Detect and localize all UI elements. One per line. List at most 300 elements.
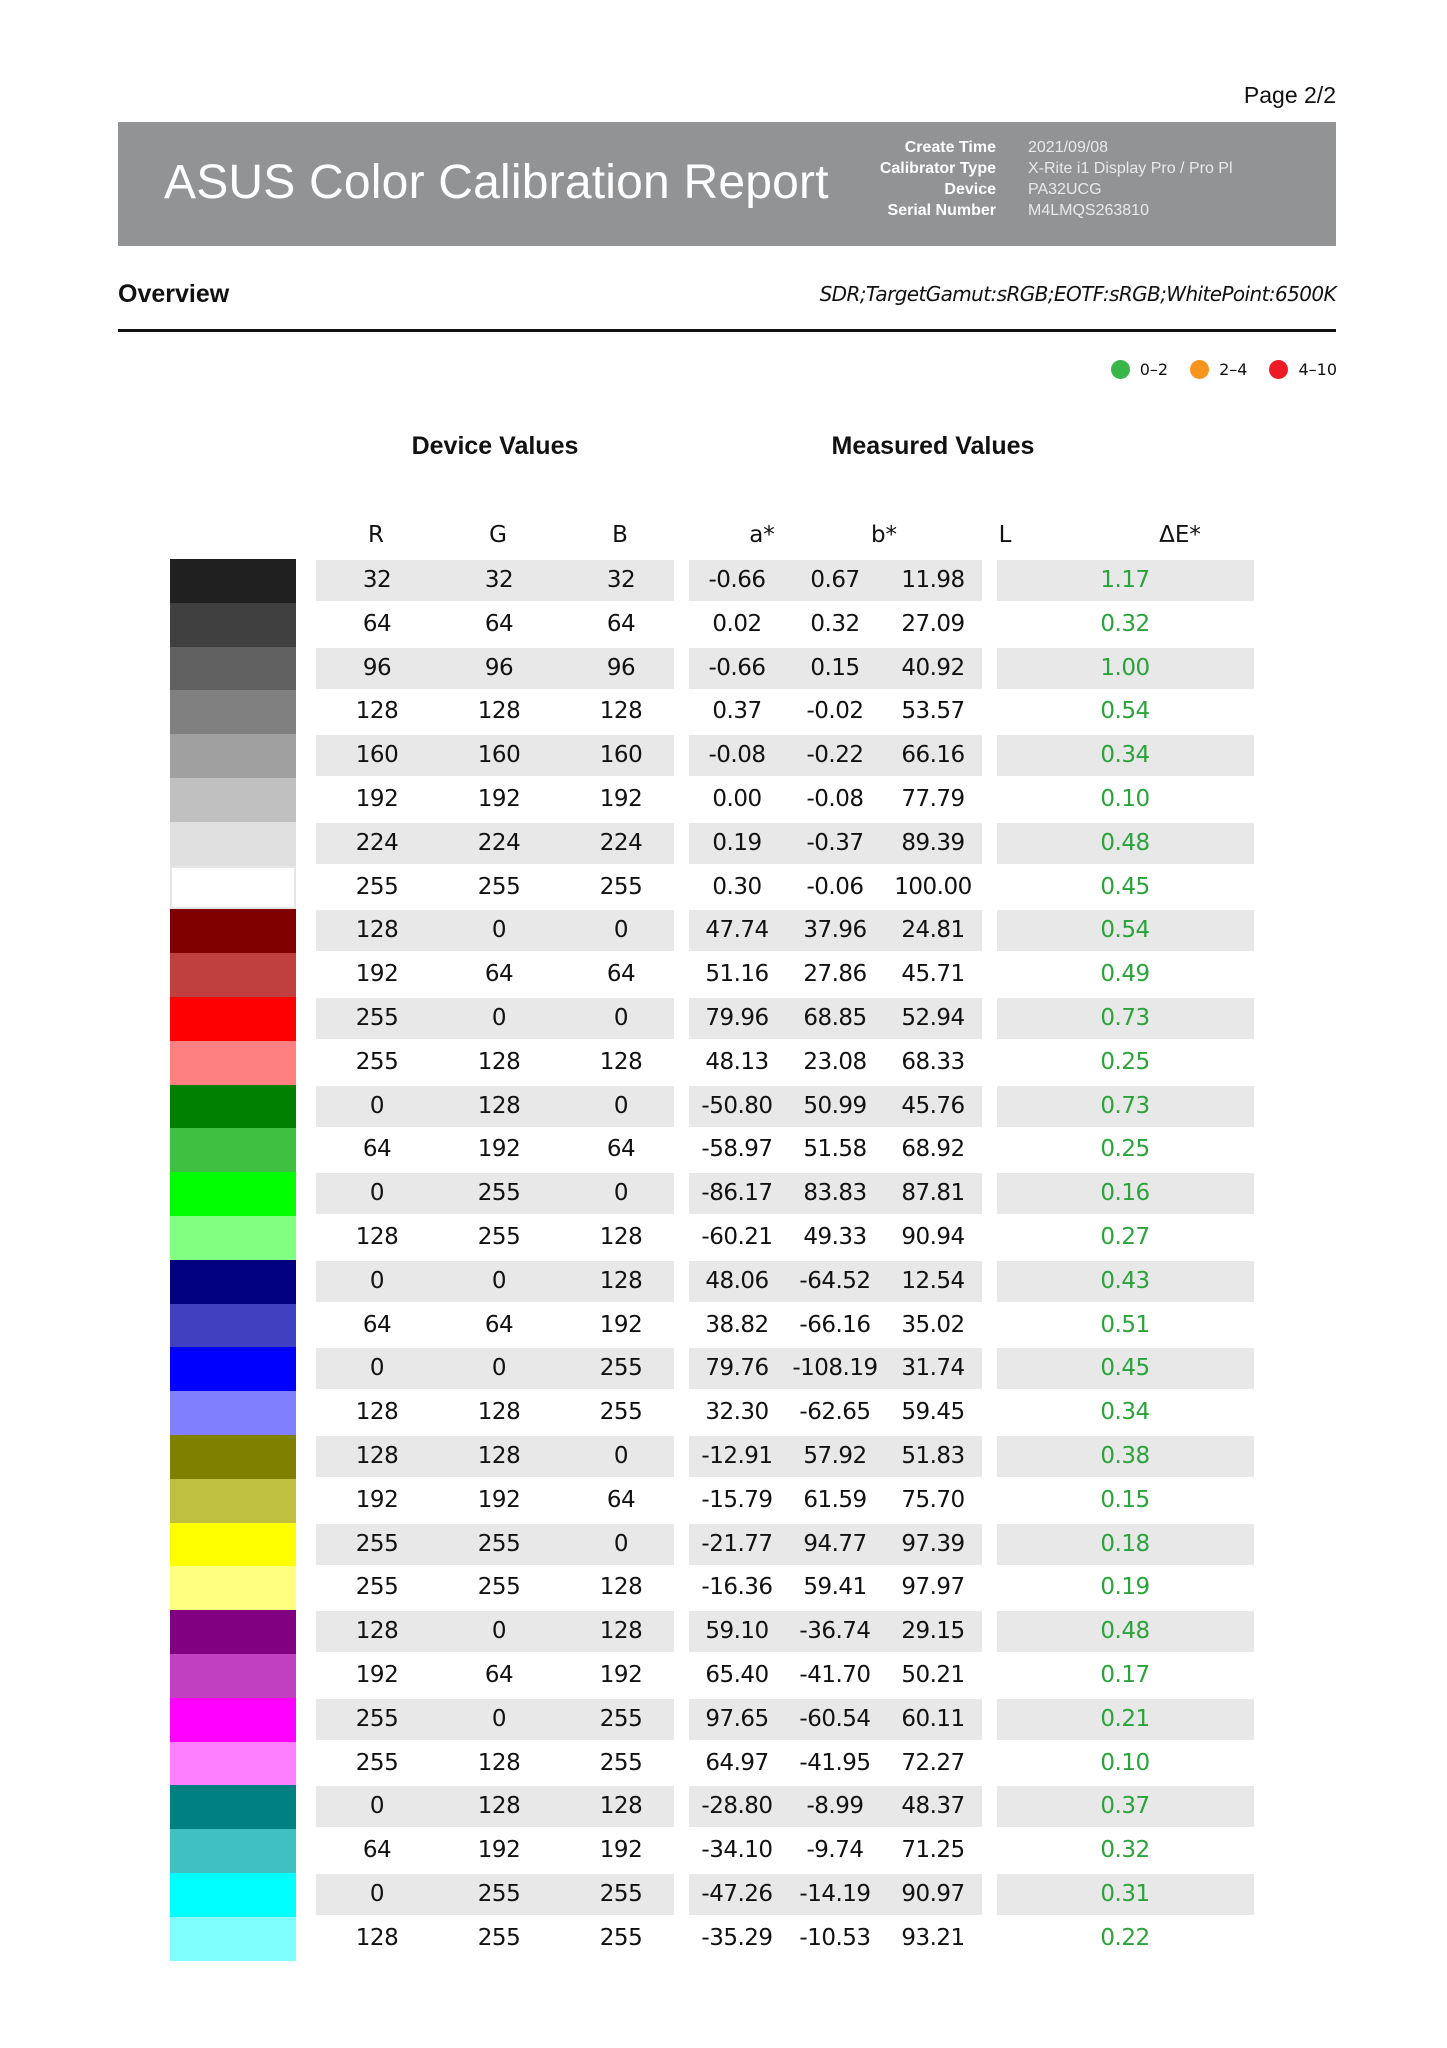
delta-e-cell — [997, 867, 1254, 908]
measured-b-value: 51.58 — [803, 1136, 867, 1163]
device-values-cell — [316, 1699, 674, 1740]
legend-item-orange — [1190, 360, 1247, 379]
device-b-value: 64 — [606, 1486, 636, 1513]
col-header-a: a* — [749, 522, 775, 548]
delta-e-value: 0.22 — [1100, 1924, 1150, 1951]
delta-e-value: 0.49 — [1100, 961, 1150, 988]
device-g-value: 255 — [477, 1180, 521, 1207]
device-r-value: 128 — [355, 917, 399, 944]
measured-b-value: -60.54 — [799, 1705, 871, 1732]
device-values-cell — [316, 604, 674, 645]
device-r-value: 128 — [355, 1442, 399, 1469]
measured-values-cell — [689, 1830, 982, 1871]
measured-values-cell — [689, 1743, 982, 1784]
delta-e-value: 0.45 — [1100, 873, 1150, 900]
device-g-value: 255 — [477, 1880, 521, 1907]
color-swatch — [170, 1566, 296, 1610]
delta-e-value: 0.21 — [1100, 1705, 1150, 1732]
device-values-cell — [316, 1086, 674, 1127]
measured-l-value: 97.97 — [901, 1574, 965, 1601]
measured-l-value: 93.21 — [901, 1924, 965, 1951]
section-title: Overview — [118, 280, 230, 308]
measured-a-value: 32.30 — [705, 1399, 769, 1426]
measured-l-value: 12.54 — [901, 1267, 965, 1294]
delta-e-value: 0.34 — [1100, 1399, 1150, 1426]
delta-e-cell — [997, 1830, 1254, 1871]
delta-e-value: 0.37 — [1100, 1793, 1150, 1820]
measured-b-value: -66.16 — [799, 1311, 871, 1338]
delta-e-value: 0.15 — [1100, 1486, 1150, 1513]
device-r-value: 255 — [355, 1705, 399, 1732]
device-g-value: 128 — [477, 1092, 521, 1119]
device-r-value: 192 — [355, 1486, 399, 1513]
device-r-value: 255 — [355, 1004, 399, 1031]
device-r-value: 64 — [362, 1311, 392, 1338]
device-b-value: 192 — [599, 785, 643, 812]
device-g-value: 128 — [477, 1793, 521, 1820]
meta-label: Serial Number — [887, 202, 996, 219]
color-swatch — [170, 1260, 296, 1304]
device-values-cell — [316, 1217, 674, 1258]
measured-b-value: 0.15 — [810, 654, 860, 681]
delta-e-value: 0.10 — [1100, 1749, 1150, 1776]
device-r-value: 128 — [355, 1618, 399, 1645]
measured-values-cell — [689, 1436, 982, 1477]
measured-b-value: -41.70 — [799, 1661, 871, 1688]
meta-value: 2021/09/08 — [1028, 139, 1109, 156]
measured-values-cell — [689, 648, 982, 689]
meta-serial-number — [887, 200, 1233, 221]
device-r-value: 128 — [355, 1223, 399, 1250]
measured-l-value: 89.39 — [901, 829, 965, 856]
device-g-value: 32 — [484, 567, 514, 593]
measured-a-value: -0.66 — [708, 654, 766, 681]
legend-label: 0–2 — [1139, 360, 1169, 379]
legend-label: 2–4 — [1219, 360, 1248, 379]
device-b-value: 64 — [606, 961, 636, 988]
device-g-value: 192 — [477, 1136, 521, 1163]
delta-e-cell — [997, 1436, 1254, 1477]
device-r-value: 255 — [355, 1574, 399, 1601]
measured-a-value: -34.10 — [701, 1837, 773, 1864]
delta-e-value: 0.45 — [1100, 1355, 1150, 1382]
meta-calibrator-type — [879, 158, 1233, 179]
measured-l-value: 100.00 — [894, 873, 972, 900]
measured-a-value: 0.00 — [712, 785, 762, 812]
device-r-value: 128 — [355, 1924, 399, 1951]
color-swatch — [170, 1917, 296, 1961]
device-r-value: 255 — [355, 1530, 399, 1557]
device-g-value: 160 — [477, 742, 521, 769]
measured-a-value: -47.26 — [701, 1880, 773, 1907]
device-b-value: 255 — [599, 1355, 643, 1382]
measured-a-value: 79.76 — [705, 1355, 769, 1382]
delta-e-value: 0.73 — [1100, 1092, 1150, 1119]
measured-b-value: 37.96 — [803, 917, 867, 944]
meta-value: X-Rite i1 Display Pro / Pro Pl — [1028, 160, 1233, 177]
color-swatch — [170, 997, 296, 1041]
color-swatch — [170, 1698, 296, 1742]
device-g-value: 192 — [477, 1837, 521, 1864]
device-values-cell — [316, 1524, 674, 1565]
measured-a-value: -50.80 — [701, 1092, 773, 1119]
device-values-cell — [316, 1918, 674, 1959]
meta-value: M4LMQS263810 — [1028, 202, 1149, 219]
measured-a-value: 0.19 — [712, 829, 762, 856]
delta-e-value: 0.54 — [1100, 917, 1150, 944]
col-header-g: G — [489, 522, 507, 548]
delta-e-cell — [997, 1480, 1254, 1521]
device-r-value: 0 — [369, 1793, 385, 1820]
measured-a-value: 65.40 — [705, 1661, 769, 1688]
device-b-value: 128 — [599, 1793, 643, 1820]
measured-l-value: 52.94 — [901, 1004, 965, 1031]
delta-e-value: 0.17 — [1100, 1661, 1150, 1688]
delta-e-value: 0.32 — [1100, 610, 1150, 637]
color-swatch — [170, 690, 296, 734]
measured-a-value: -0.08 — [708, 742, 766, 769]
device-r-value: 255 — [355, 1048, 399, 1075]
measured-a-value: 59.10 — [705, 1618, 769, 1645]
delta-e-legend — [1089, 360, 1337, 379]
measured-l-value: 60.11 — [901, 1705, 965, 1732]
device-b-value: 255 — [599, 1705, 643, 1732]
meta-label: Calibrator Type — [879, 160, 996, 177]
delta-e-value: 0.32 — [1100, 1837, 1150, 1864]
measured-values-cell — [689, 1129, 982, 1170]
measured-values-cell — [689, 1611, 982, 1652]
device-b-value: 0 — [613, 1442, 629, 1469]
measured-values-cell — [689, 1348, 982, 1389]
color-swatch — [170, 1654, 296, 1698]
device-g-value: 128 — [477, 1749, 521, 1776]
device-g-value: 64 — [484, 1311, 514, 1338]
delta-e-cell — [997, 1743, 1254, 1784]
measured-l-value: 35.02 — [901, 1311, 965, 1338]
meta-create-time — [904, 137, 1233, 158]
measured-l-value: 71.25 — [901, 1837, 965, 1864]
measured-l-value: 68.92 — [901, 1136, 965, 1163]
measured-l-value: 51.83 — [901, 1442, 965, 1469]
measured-b-value: -0.08 — [806, 785, 864, 812]
measured-values-cell — [689, 1392, 982, 1433]
device-b-value: 224 — [599, 829, 643, 856]
measured-a-value: 64.97 — [705, 1749, 769, 1776]
measured-l-value: 97.39 — [901, 1530, 965, 1557]
measured-a-value: 51.16 — [705, 961, 769, 988]
measured-l-value: 45.76 — [901, 1092, 965, 1119]
measured-l-value: 90.94 — [901, 1223, 965, 1250]
delta-e-cell — [997, 1655, 1254, 1696]
measured-values-cell — [689, 998, 982, 1039]
delta-e-value: 0.16 — [1100, 1180, 1150, 1207]
device-values-cell — [316, 779, 674, 820]
green-dot-icon — [1111, 360, 1130, 379]
device-b-value: 192 — [599, 1661, 643, 1688]
device-values-cell — [316, 1305, 674, 1346]
device-r-value: 128 — [355, 698, 399, 725]
calibration-settings: SDR;TargetGamut:sRGB;EOTF:sRGB;WhitePoint:6500K — [819, 282, 1336, 306]
measured-a-value: 47.74 — [705, 917, 769, 944]
color-swatch — [170, 1785, 296, 1829]
col-header-r: R — [368, 522, 384, 548]
measured-l-value: 53.57 — [901, 698, 965, 725]
measured-values-cell — [689, 779, 982, 820]
device-r-value: 255 — [355, 873, 399, 900]
col-header-l: L — [998, 522, 1012, 548]
device-b-value: 32 — [606, 567, 636, 593]
measured-values-cell — [689, 1261, 982, 1302]
measured-b-value: 68.85 — [803, 1004, 867, 1031]
device-values-cell — [316, 1129, 674, 1170]
device-b-value: 64 — [606, 1136, 636, 1163]
measured-l-value: 59.45 — [901, 1399, 965, 1426]
device-g-value: 128 — [477, 1442, 521, 1469]
color-swatch — [170, 953, 296, 997]
device-values-cell — [316, 1436, 674, 1477]
color-swatch — [170, 778, 296, 822]
measured-l-value: 29.15 — [901, 1618, 965, 1645]
measured-l-value: 72.27 — [901, 1749, 965, 1776]
delta-e-cell — [997, 1392, 1254, 1433]
color-swatch — [170, 559, 296, 603]
measured-b-value: 49.33 — [803, 1223, 867, 1250]
measured-b-value: 23.08 — [803, 1048, 867, 1075]
delta-e-value: 0.38 — [1100, 1442, 1150, 1469]
device-r-value: 128 — [355, 1399, 399, 1426]
delta-e-value: 0.19 — [1100, 1574, 1150, 1601]
device-r-value: 0 — [369, 1355, 385, 1382]
legend-label: 4–10 — [1298, 360, 1337, 379]
delta-e-cell — [997, 1042, 1254, 1083]
device-b-value: 128 — [599, 1618, 643, 1645]
orange-dot-icon — [1190, 360, 1209, 379]
col-header-b: B — [612, 522, 628, 548]
delta-e-cell — [997, 1611, 1254, 1652]
device-g-value: 0 — [491, 917, 507, 944]
measured-values-cell — [689, 1042, 982, 1083]
delta-e-cell — [997, 1348, 1254, 1389]
device-b-value: 160 — [599, 742, 643, 769]
measured-values-cell — [689, 1524, 982, 1565]
device-g-value: 0 — [491, 1618, 507, 1645]
device-r-value: 160 — [355, 742, 399, 769]
device-values-cell — [316, 998, 674, 1039]
color-swatch — [170, 1041, 296, 1085]
meta-label: Create Time — [904, 139, 996, 156]
device-g-value: 64 — [484, 610, 514, 637]
measured-b-value: -8.99 — [806, 1793, 864, 1820]
measured-values-cell — [689, 1918, 982, 1959]
measured-a-value: -58.97 — [701, 1136, 773, 1163]
device-b-value: 255 — [599, 1749, 643, 1776]
device-b-value: 0 — [613, 1530, 629, 1557]
device-values-cell — [316, 823, 674, 864]
delta-e-value: 0.25 — [1100, 1048, 1150, 1075]
measured-l-value: 45.71 — [901, 961, 965, 988]
col-header-delta-e: ΔE* — [1159, 522, 1201, 548]
measured-a-value: 38.82 — [705, 1311, 769, 1338]
delta-e-cell — [997, 560, 1254, 601]
device-b-value: 0 — [613, 1004, 629, 1031]
device-g-value: 128 — [477, 698, 521, 725]
meta-value: PA32UCG — [1028, 181, 1102, 198]
measured-values-cell — [689, 1217, 982, 1258]
measured-a-value: -86.17 — [701, 1180, 773, 1207]
device-b-value: 64 — [606, 610, 636, 637]
device-b-value: 255 — [599, 1399, 643, 1426]
measured-a-value: 48.13 — [705, 1048, 769, 1075]
measured-values-cell — [689, 735, 982, 776]
col-header-b-star: b* — [870, 522, 898, 548]
delta-e-cell — [997, 1305, 1254, 1346]
measured-b-value: 94.77 — [803, 1530, 867, 1557]
delta-e-cell — [997, 1567, 1254, 1608]
device-g-value: 128 — [477, 1048, 521, 1075]
measured-b-value: -108.19 — [792, 1355, 878, 1382]
color-swatch — [170, 1873, 296, 1917]
color-swatch — [170, 1128, 296, 1172]
delta-e-cell — [997, 998, 1254, 1039]
measured-a-value: -0.66 — [708, 567, 766, 593]
measured-l-value: 24.81 — [901, 917, 965, 944]
color-swatch — [170, 1216, 296, 1260]
measured-b-value: -14.19 — [799, 1880, 871, 1907]
measured-values-cell — [689, 1655, 982, 1696]
measured-values-cell — [689, 1173, 982, 1214]
measured-b-value: -10.53 — [799, 1924, 871, 1951]
delta-e-value: 0.25 — [1100, 1136, 1150, 1163]
measured-a-value: -15.79 — [701, 1486, 773, 1513]
device-values-cell — [316, 1743, 674, 1784]
device-values-cell — [316, 1830, 674, 1871]
device-b-value: 0 — [613, 1180, 629, 1207]
color-swatch — [170, 734, 296, 778]
measured-values-header: Measured Values — [831, 432, 1035, 460]
device-values-cell — [316, 1173, 674, 1214]
device-values-cell — [316, 735, 674, 776]
measured-b-value: -0.06 — [806, 873, 864, 900]
measured-l-value: 50.21 — [901, 1661, 965, 1688]
device-values-cell — [316, 1874, 674, 1915]
device-g-value: 192 — [477, 785, 521, 812]
delta-e-value: 0.18 — [1100, 1530, 1150, 1557]
device-r-value: 255 — [355, 1749, 399, 1776]
report-meta — [879, 137, 1233, 221]
measured-a-value: 0.02 — [712, 610, 762, 637]
measured-b-value: -41.95 — [799, 1749, 871, 1776]
delta-e-value: 0.51 — [1100, 1311, 1150, 1338]
measured-l-value: 48.37 — [901, 1793, 965, 1820]
color-swatch — [170, 909, 296, 953]
measured-values-cell — [689, 1086, 982, 1127]
measured-l-value: 87.81 — [901, 1180, 965, 1207]
delta-e-value: 0.43 — [1100, 1267, 1150, 1294]
device-r-value: 0 — [369, 1180, 385, 1207]
device-values-cell — [316, 648, 674, 689]
measured-a-value: 48.06 — [705, 1267, 769, 1294]
device-r-value: 224 — [355, 829, 399, 856]
device-r-value: 64 — [362, 610, 392, 637]
device-r-value: 192 — [355, 785, 399, 812]
device-r-value: 64 — [362, 1136, 392, 1163]
measured-values-cell — [689, 1305, 982, 1346]
measured-b-value: 0.67 — [810, 567, 860, 593]
device-values-cell — [316, 867, 674, 908]
measured-a-value: -16.36 — [701, 1574, 773, 1601]
device-r-value: 192 — [355, 961, 399, 988]
color-swatch — [170, 1829, 296, 1873]
measured-b-value: 27.86 — [803, 961, 867, 988]
delta-e-cell — [997, 954, 1254, 995]
delta-e-cell — [997, 910, 1254, 951]
color-swatch — [170, 1085, 296, 1129]
measured-l-value: 66.16 — [901, 742, 965, 769]
measured-values-cell — [689, 954, 982, 995]
color-swatch — [170, 822, 296, 866]
measured-b-value: 61.59 — [803, 1486, 867, 1513]
measured-values-cell — [689, 1480, 982, 1521]
measured-values-cell — [689, 604, 982, 645]
measured-a-value: -60.21 — [701, 1223, 773, 1250]
color-swatch — [170, 866, 296, 910]
device-values-cell — [316, 1392, 674, 1433]
device-b-value: 255 — [599, 1880, 643, 1907]
measured-l-value: 11.98 — [901, 567, 965, 593]
device-g-value: 64 — [484, 1661, 514, 1688]
delta-e-cell — [997, 1699, 1254, 1740]
measured-a-value: -28.80 — [701, 1793, 773, 1820]
device-values-cell — [316, 1611, 674, 1652]
measured-l-value: 75.70 — [901, 1486, 965, 1513]
delta-e-value: 1.00 — [1100, 654, 1150, 681]
device-g-value: 0 — [491, 1705, 507, 1732]
color-swatch — [170, 1172, 296, 1216]
color-swatch — [170, 1523, 296, 1567]
delta-e-cell — [997, 1129, 1254, 1170]
delta-e-value: 0.48 — [1100, 1618, 1150, 1645]
device-r-value: 0 — [369, 1880, 385, 1907]
color-swatch — [170, 1391, 296, 1435]
device-b-value: 128 — [599, 1048, 643, 1075]
device-values-cell — [316, 954, 674, 995]
measured-a-value: 79.96 — [705, 1004, 769, 1031]
delta-e-cell — [997, 1217, 1254, 1258]
device-values-cell — [316, 1261, 674, 1302]
meta-label: Device — [944, 181, 996, 198]
delta-e-cell — [997, 648, 1254, 689]
delta-e-cell — [997, 604, 1254, 645]
measured-b-value: 50.99 — [803, 1092, 867, 1119]
delta-e-cell — [997, 691, 1254, 732]
color-swatch — [170, 603, 296, 647]
delta-e-value: 0.48 — [1100, 829, 1150, 856]
device-values-header: Device Values — [411, 432, 579, 460]
measured-b-value: 59.41 — [803, 1574, 867, 1601]
device-g-value: 0 — [491, 1355, 507, 1382]
color-swatch — [170, 1304, 296, 1348]
device-g-value: 255 — [477, 873, 521, 900]
measured-l-value: 90.97 — [901, 1880, 965, 1907]
device-b-value: 96 — [606, 654, 636, 681]
delta-e-value: 0.73 — [1100, 1004, 1150, 1031]
device-b-value: 128 — [599, 1574, 643, 1601]
delta-e-cell — [997, 735, 1254, 776]
device-g-value: 96 — [484, 654, 514, 681]
measured-l-value: 31.74 — [901, 1355, 965, 1382]
measured-b-value: -62.65 — [799, 1399, 871, 1426]
delta-e-cell — [997, 1173, 1254, 1214]
